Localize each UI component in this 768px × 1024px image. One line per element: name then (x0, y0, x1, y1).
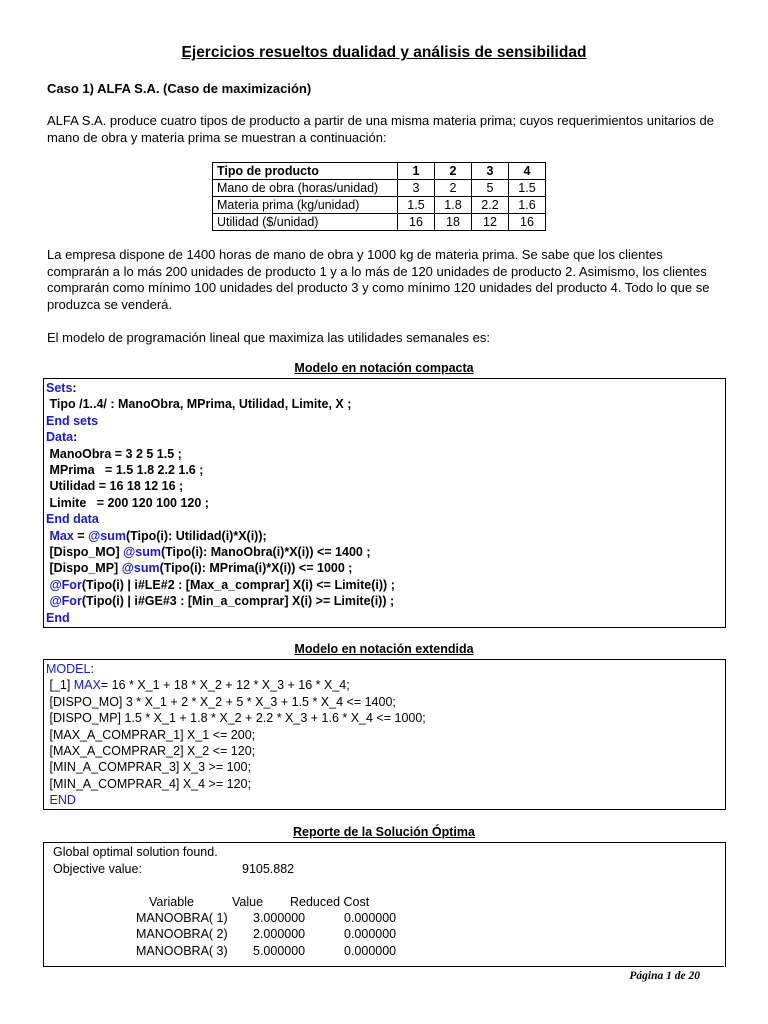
code-keyword: End (46, 610, 70, 625)
intro-paragraph: ALFA S.A. produce cuatro tipos de producto a partir de una misma materia prima; cuyos requerimientos unitarios de mano de obra y materia prima se muestran a continuación: (47, 113, 714, 145)
code-line (46, 446, 725, 462)
code-keyword: MAX (73, 678, 101, 693)
extended-model-code (44, 660, 725, 809)
table-cell: 18 (435, 214, 472, 231)
code-line (46, 610, 725, 626)
code-keyword: Max (49, 528, 74, 543)
page-number: Página 1 de 20 (629, 970, 700, 982)
code-text: ManoObra = 3 2 5 1.5 ; (46, 446, 182, 461)
report-cell-reduced: 0.000000 (344, 927, 397, 942)
document-title: Ejercicios resueltos dualidad y análisis de sensibilidad (181, 44, 587, 61)
code-text: [MIN_A_COMPRAR_3] X_3 >= 100; (46, 760, 251, 775)
product-table-header (213, 163, 546, 180)
code-text: [MAX_A_COMPRAR_2] X_2 <= 120; (46, 744, 256, 759)
code-text: Tipo /1..4/ : ManoObra, MPrima, Utilidad, Limite, X ; (46, 397, 352, 412)
model-intro-paragraph: El modelo de programación lineal que maximiza las utilidades semanales es: (47, 330, 490, 345)
code-text: (Tipo(i): MPrima(i)*X(i)) <= 1000 ; (159, 561, 353, 576)
code-text: (Tipo(i) | i#GE#3 : [Min_a_comprar] X(i) >= Limite(i)) ; (81, 594, 395, 609)
code-text: Utilidad = 16 18 12 16 ; (46, 479, 184, 494)
extended-model-title: Modelo en notación extendida (294, 642, 474, 656)
table-header-cell: Tipo de producto (213, 163, 398, 180)
table-cell: Utilidad ($/unidad) (213, 214, 398, 231)
code-line (46, 560, 725, 576)
table-row (213, 214, 546, 231)
code-line (46, 511, 725, 527)
report-cell-value: 5.000000 (253, 943, 306, 958)
compact-model-box (43, 378, 726, 628)
code-line (46, 544, 725, 560)
report-cell-var: MANOOBRA( 3) (136, 943, 228, 958)
code-text: (Tipo(i) | i#LE#2 : [Max_a_comprar] X(i) <= Limite(i)) ; (81, 577, 395, 592)
code-line (46, 677, 725, 693)
col-variable-header: Variable (149, 895, 194, 909)
col-reduced-header: Reduced Cost (290, 895, 370, 909)
code-text: [MAX_A_COMPRAR_1] X_1 <= 200; (46, 727, 256, 742)
product-table (212, 162, 546, 231)
footer-divider (43, 966, 724, 967)
code-text: [DISPO_MO] 3 * X_1 + 2 * X_2 + 5 * X_3 + 1.5 * X_4 <= 1400; (46, 694, 396, 709)
table-cell: 1.8 (435, 197, 472, 214)
code-text: [MIN_A_COMPRAR_4] X_4 >= 120; (46, 776, 251, 791)
code-line (46, 462, 725, 478)
objective-label: Objective value: (53, 862, 142, 876)
code-text: [_1] (46, 678, 74, 693)
code-line (46, 776, 725, 792)
table-header-cell: 2 (435, 163, 472, 180)
code-keyword: END (49, 793, 76, 808)
code-keyword: End sets (46, 413, 99, 428)
table-cell: 1.5 (509, 180, 546, 197)
code-text: [Dispo_MO] (46, 545, 124, 560)
code-text: : (72, 381, 77, 395)
table-cell: 16 (509, 214, 546, 231)
code-text: = (73, 528, 89, 543)
report-cell-value: 3.000000 (253, 911, 306, 925)
code-line (46, 396, 725, 412)
code-line (46, 478, 725, 494)
table-cell: Mano de obra (horas/unidad) (213, 180, 398, 197)
code-keyword: MODEL (46, 662, 91, 676)
table-header-cell: 4 (509, 163, 546, 180)
code-text: : (90, 662, 94, 676)
code-keyword: @sum (88, 528, 126, 543)
report-title: Reporte de la Solución Óptima (293, 825, 475, 839)
table-cell: 12 (472, 214, 509, 231)
code-keyword: End data (46, 512, 99, 527)
code-line (46, 528, 725, 544)
compact-model-title: Modelo en notación compacta (294, 361, 474, 375)
table-cell: 16 (398, 214, 435, 231)
constraints-paragraph: La empresa dispone de 1400 horas de mano de obra y 1000 kg de materia prima. Se sabe que los clientes comprarán a lo más 200 unidades de producto 1 y a lo más de 120 unidades de producto 2. Asimismo, los clientes comprarán como mínimo 100 unidades del producto 3 y como mínimo 120 unidades del producto 4. Todo lo que se produzca se venderá. (47, 247, 710, 312)
code-line (46, 759, 725, 775)
code-line (46, 743, 725, 759)
code-line (46, 710, 725, 726)
code-line (46, 727, 725, 743)
report-cell-var: MANOOBRA( 1) (136, 911, 228, 925)
code-line (46, 429, 725, 445)
code-text: MPrima = 1.5 1.8 2.2 1.6 ; (46, 463, 204, 478)
report-cell-reduced: 0.000000 (344, 911, 397, 925)
code-line (46, 593, 725, 609)
table-cell: 3 (398, 180, 435, 197)
code-keyword: @sum (121, 561, 160, 576)
table-header-cell: 1 (398, 163, 435, 180)
code-text: : (73, 430, 78, 445)
code-line (46, 694, 725, 710)
report-cell-var: MANOOBRA( 2) (136, 927, 228, 942)
table-cell: 1.6 (509, 197, 546, 214)
code-keyword: @sum (123, 545, 161, 560)
code-line (46, 661, 725, 677)
code-keyword: @For (49, 577, 82, 592)
report-status: Global optimal solution found. (53, 845, 218, 859)
table-cell: Materia prima (kg/unidad) (213, 197, 398, 214)
compact-model-code (44, 379, 725, 626)
objective-value: 9105.882 (242, 862, 295, 876)
table-header-cell: 3 (472, 163, 509, 180)
extended-model-box (43, 659, 726, 810)
code-line (46, 577, 725, 593)
table-cell: 1.5 (398, 197, 435, 214)
code-text: Limite = 200 120 100 120 ; (46, 495, 209, 510)
code-line (46, 413, 725, 429)
code-line (46, 792, 725, 808)
table-row (213, 180, 546, 197)
code-text: [Dispo_MP] (46, 561, 122, 576)
table-cell: 2 (435, 180, 472, 197)
code-text: = 16 * X_1 + 18 * X_2 + 12 * X_3 + 16 * X_4; (100, 678, 350, 693)
code-keyword: Data (46, 430, 74, 445)
code-text: (Tipo(i): ManoObra(i)*X(i)) <= 1400 ; (160, 545, 371, 560)
code-keyword: Sets (46, 381, 73, 395)
code-line (46, 380, 725, 396)
col-value-header: Value (232, 895, 264, 909)
table-cell: 2.2 (472, 197, 509, 214)
report-cell-reduced: 0.000000 (344, 943, 397, 958)
report-box (43, 842, 726, 967)
code-text: (Tipo(i): Utilidad(i)*X(i)); (125, 528, 267, 543)
table-row (213, 197, 546, 214)
code-text: [DISPO_MP] 1.5 * X_1 + 1.8 * X_2 + 2.2 * X_3 + 1.6 * X_4 <= 1000; (46, 711, 426, 726)
table-cell: 5 (472, 180, 509, 197)
report-cell-value: 2.000000 (253, 927, 306, 942)
code-line (46, 495, 725, 511)
case-heading: Caso 1) ALFA S.A. (Caso de maximización) (47, 81, 312, 96)
code-keyword: @For (49, 594, 82, 609)
